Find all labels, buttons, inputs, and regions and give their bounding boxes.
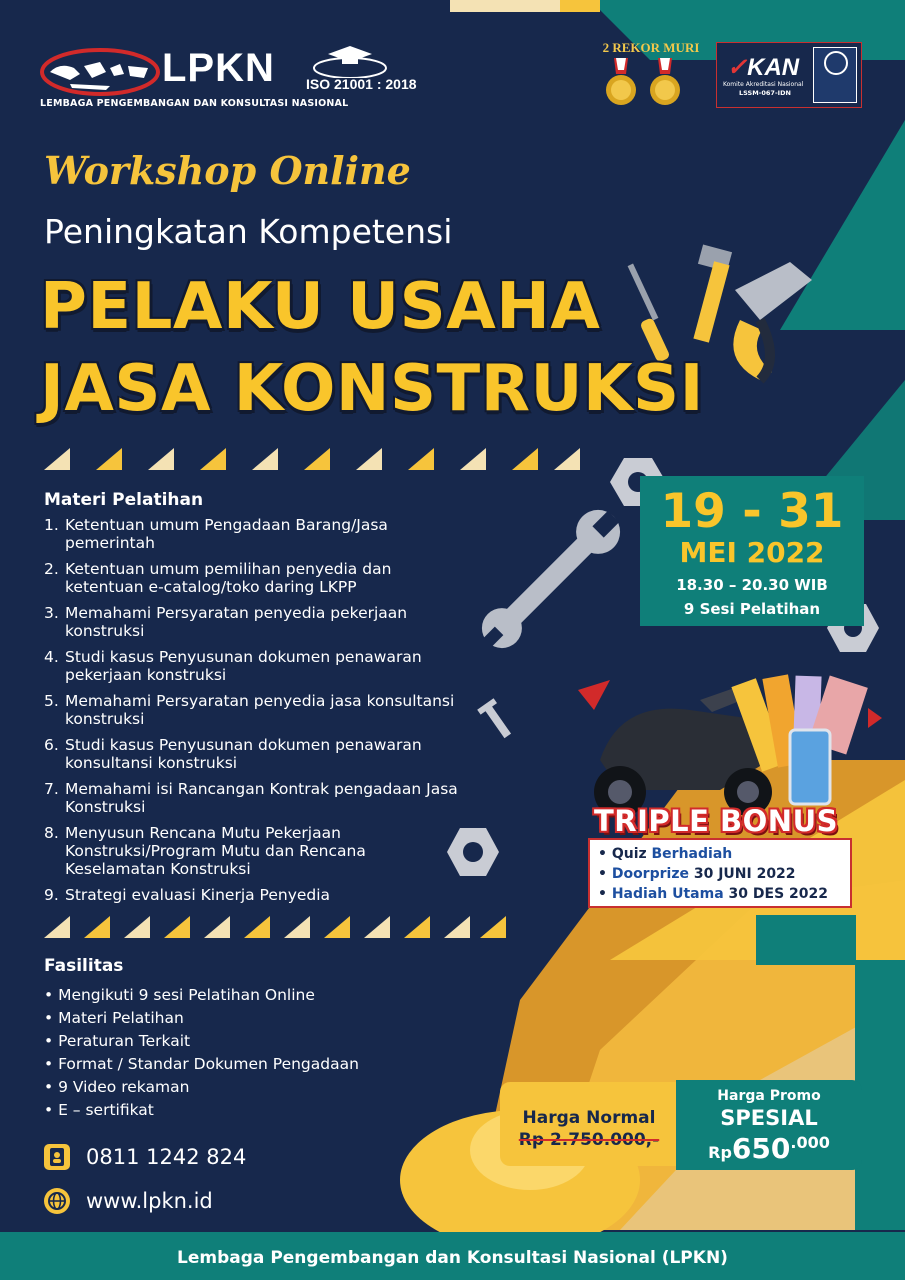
promo-price-value: Rp650.000 [708, 1132, 830, 1165]
decor-triangle-row [44, 916, 504, 938]
list-item: 2. Ketentuan umum pemilihan penyedia dan ketentuan e-catalog/toko daring LKPP [44, 560, 392, 596]
list-item: 4. Studi kasus Penyusunan dokumen penawaran pekerjaan konstruksi [44, 648, 422, 684]
list-item: • Format / Standar Dokumen Pengadaan [44, 1055, 359, 1073]
logo-subtitle: LEMBAGA PENGEMBANGAN DAN KONSULTASI NASIONAL [40, 98, 349, 109]
normal-price-value: Rp 2.750.000,- [518, 1130, 660, 1150]
promo-spesial-label: SPESIAL [720, 1106, 818, 1130]
list-item: 9. Strategi evaluasi Kinerja Penyedia [44, 886, 331, 904]
certified-icon [813, 47, 857, 103]
list-item: • Mengikuti 9 sesi Pelatihan Online [44, 986, 315, 1004]
phone-book-icon [44, 1144, 70, 1170]
indonesia-map-icon [40, 44, 160, 100]
list-item: 3. Memahami Persyaratan penyedia pekerjaan konstruksi [44, 604, 408, 640]
bonus-item: • Doorprize 30 JUNI 2022 [598, 866, 796, 882]
list-item: 6. Studi kasus Penyusunan dokumen penawaran konsultansi konstruksi [44, 736, 422, 772]
fasilitas-heading: Fasilitas [44, 956, 124, 976]
phone-contact[interactable] [44, 1144, 304, 1172]
normal-price-box [500, 1082, 678, 1166]
schedule-sessions: 9 Sesi Pelatihan [683, 600, 821, 618]
logo-text: LPKN [162, 46, 275, 90]
materi-heading: Materi Pelatihan [44, 490, 204, 510]
bonus-item: • Hadiah Utama 30 DES 2022 [598, 886, 828, 902]
iso-badge [306, 44, 417, 100]
list-item: • Materi Pelatihan [44, 1009, 184, 1027]
bonus-item: • Quiz Berhadiah [598, 846, 733, 862]
globe-icon [44, 1188, 70, 1214]
list-item: • E – sertifikat [44, 1101, 154, 1119]
website-url: www.lpkn.id [86, 1189, 213, 1213]
list-item: • 9 Video rekaman [44, 1078, 190, 1096]
workshop-label: Workshop Online [44, 148, 411, 193]
subtitle: Peningkatan Kompetensi [44, 212, 453, 251]
list-item: 8. Menyusun Rencana Mutu Pekerjaan Konstruksi/Program Mutu dan Rencana Keselamatan Konstruksi [44, 824, 366, 878]
muri-record-badge [596, 40, 706, 110]
promo-price-box [676, 1080, 862, 1170]
muri-record-text: 2 REKOR MURI [602, 40, 700, 55]
list-item: 5. Memahami Persyaratan penyedia jasa konsultansi konstruksi [44, 692, 455, 728]
phone-number: 0811 1242 824 [86, 1145, 247, 1169]
medal-icon [596, 56, 706, 108]
schedule-date: 19 - 31 [660, 484, 844, 539]
list-item: 1. Ketentuan umum Pengadaan Barang/Jasa pemerintah [44, 516, 388, 552]
list-item: • Peraturan Terkait [44, 1032, 191, 1050]
graduation-cap-icon [306, 44, 402, 78]
normal-price-label: Harga Normal [522, 1108, 656, 1128]
main-title-line-2: JASA KONSTRUKSI [40, 352, 704, 426]
decor-triangle-row [44, 448, 584, 470]
bonus-title: TRIPLE BONUS [594, 804, 839, 838]
kan-logo: ✓KAN [727, 54, 800, 81]
schedule-time: 18.30 – 20.30 WIB [676, 576, 828, 594]
schedule-box [640, 476, 864, 626]
schedule-month: MEI 2022 [679, 536, 825, 569]
fasilitas-list [44, 984, 359, 1122]
list-item: 7. Memahami isi Rancangan Kontrak pengadaan Jasa Konstruksi [44, 780, 458, 816]
materi-list [44, 516, 464, 912]
promo-price-label: Harga Promo [717, 1088, 821, 1104]
kan-subtitle: Komite Akreditasi Nasional [723, 81, 804, 88]
iso-text: ISO 21001 : 2018 [306, 76, 417, 92]
lpkn-logo [40, 40, 349, 110]
kan-accreditation-badge [716, 42, 862, 108]
main-title-line-1: PELAKU USAHA [40, 270, 601, 344]
bonus-box [588, 838, 852, 908]
kan-code: LSSM-067-IDN [739, 89, 791, 97]
footer-text: Lembaga Pengembangan dan Konsultasi Nasional (LPKN) [177, 1248, 728, 1268]
website-contact[interactable] [44, 1188, 304, 1216]
